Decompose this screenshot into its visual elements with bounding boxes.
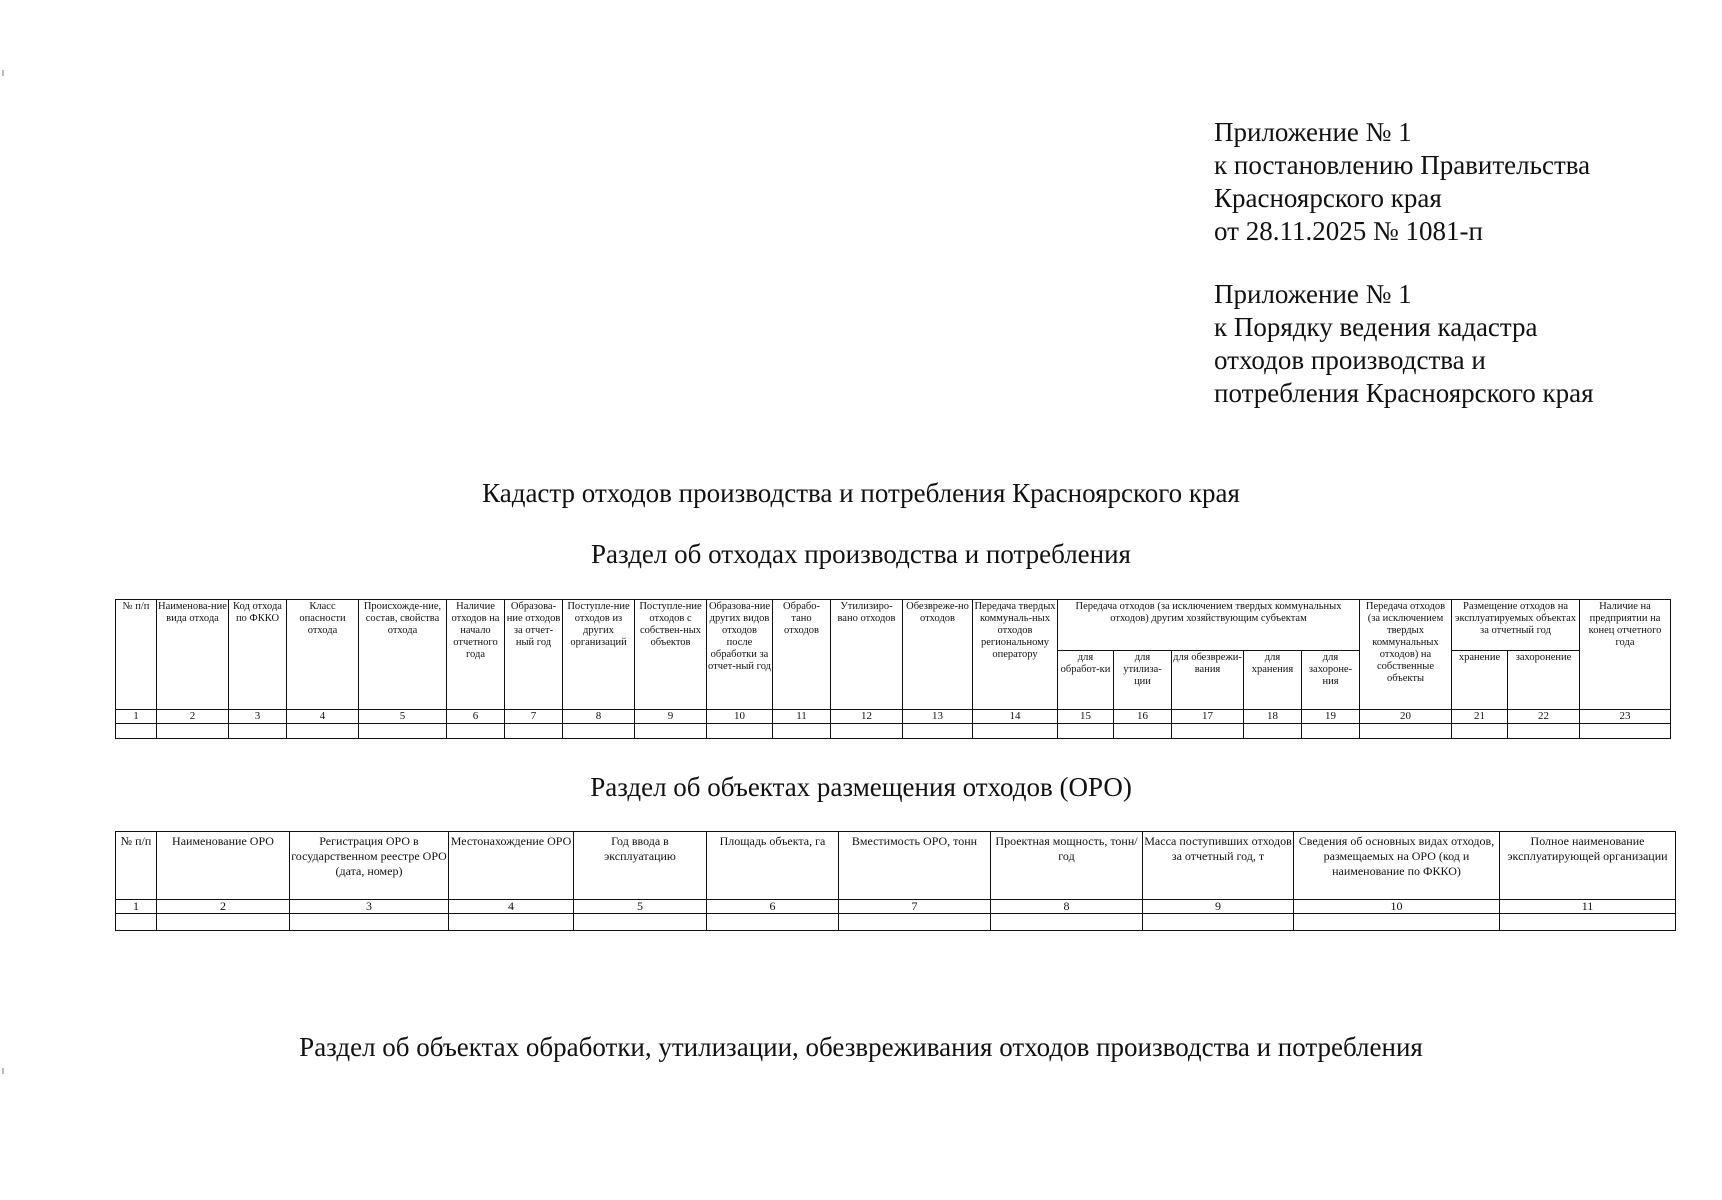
main-title: Кадастр отходов производства и потребления Красноярского края [482, 478, 1240, 508]
column-number: 18 [1244, 710, 1302, 724]
section-title-waste: Раздел об отходах производства и потребления [591, 539, 1131, 569]
column-number: 7 [505, 710, 563, 724]
header-cell: Регистрация ОРО в государственном реестре ОРО (дата, номер) [290, 832, 449, 900]
appendix-line: Приложение № 1 [1214, 279, 1412, 309]
header-cell: Год ввода в эксплуатацию [574, 832, 707, 900]
column-number: 6 [447, 710, 505, 724]
column-number: 6 [707, 900, 839, 914]
header-cell: для обработ-ки [1058, 651, 1114, 710]
header-cell: № п/п [116, 600, 157, 710]
header-cell: Образова-ние отходов за отчет-ный год [505, 600, 563, 710]
empty-row [116, 724, 1671, 739]
header-cell: для утилиза-ции [1114, 651, 1172, 710]
header-cell: Передача твердых коммуналь-ных отходов региональному оператору [973, 600, 1058, 710]
header-cell: Поступле-ние отходов из других организаций [563, 600, 635, 710]
header-cell: Обрабо-тано отходов [773, 600, 831, 710]
column-number: 13 [903, 710, 973, 724]
header-cell: Класс опасности отхода [287, 600, 359, 710]
appendix-line: Приложение № 1 [1214, 117, 1412, 147]
column-number: 2 [157, 900, 290, 914]
empty-row [116, 914, 1676, 931]
appendix-line: потребления Красноярского края [1214, 378, 1594, 408]
column-number: 2 [157, 710, 229, 724]
section-title-processing: Раздел об объектах обработки, утилизации, обезвреживания отходов производства и потребления [299, 1032, 1423, 1062]
column-number: 10 [707, 710, 773, 724]
column-number: 8 [563, 710, 635, 724]
scan-edge-mark [2, 70, 4, 76]
column-number: 1 [116, 900, 157, 914]
appendix-line: отходов производства и [1214, 345, 1486, 375]
column-number: 10 [1294, 900, 1500, 914]
header-cell: захоронение [1508, 651, 1580, 710]
column-number: 5 [574, 900, 707, 914]
column-number: 5 [359, 710, 447, 724]
column-number: 17 [1172, 710, 1244, 724]
column-number: 23 [1580, 710, 1671, 724]
header-cell: Передача отходов (за исключением твердых коммунальных отходов) на собственные объекты [1360, 600, 1452, 710]
column-number: 22 [1508, 710, 1580, 724]
header-cell: Полное наименование эксплуатирующей организации [1500, 832, 1676, 900]
column-number: 21 [1452, 710, 1508, 724]
header-cell: Местонахождение ОРО [449, 832, 574, 900]
column-number: 16 [1114, 710, 1172, 724]
header-cell: для захороне-ния [1302, 651, 1360, 710]
header-cell: Проектная мощность, тонн/год [991, 832, 1143, 900]
scan-edge-mark [2, 1068, 4, 1074]
appendix-line: к Порядку ведения кадастра [1214, 312, 1538, 342]
header-cell: Вместимость ОРО, тонн [839, 832, 991, 900]
header-cell: Наименова-ние вида отхода [157, 600, 229, 710]
header-cell: Наличие на предприятии на конец отчетного года [1580, 600, 1671, 710]
header-cell: Код отхода по ФККО [229, 600, 287, 710]
column-number: 20 [1360, 710, 1452, 724]
appendix-line: к постановлению Правительства [1214, 150, 1591, 180]
column-number: 3 [290, 900, 449, 914]
header-cell: Утилизиро-вано отходов [831, 600, 903, 710]
appendix-block [1214, 116, 1594, 410]
column-number: 7 [839, 900, 991, 914]
header-cell: Наличие отходов на начало отчетного года [447, 600, 505, 710]
header-cell: Образова-ние других видов отходов после обработки за отчет-ный год [707, 600, 773, 710]
header-cell: Наименование ОРО [157, 832, 290, 900]
oro-table [115, 831, 1676, 931]
column-number: 9 [1143, 900, 1294, 914]
waste-table [115, 599, 1671, 739]
header-cell: Поступле-ние отходов с собствен-ных объектов [635, 600, 707, 710]
column-number: 3 [229, 710, 287, 724]
header-cell: Происхожде-ние, состав, свойства отхода [359, 600, 447, 710]
column-number: 8 [991, 900, 1143, 914]
column-number: 4 [287, 710, 359, 724]
column-number: 19 [1302, 710, 1360, 724]
column-number: 15 [1058, 710, 1114, 724]
header-cell: для хранения [1244, 651, 1302, 710]
column-number: 4 [449, 900, 574, 914]
column-number: 12 [831, 710, 903, 724]
column-number: 11 [773, 710, 831, 724]
section-title-oro: Раздел об объектах размещения отходов (ОРО) [590, 772, 1132, 802]
header-cell: Обезвреже-но отходов [903, 600, 973, 710]
header-cell: Масса поступивших отходов за отчетный год, т [1143, 832, 1294, 900]
appendix-line: Красноярского края [1214, 183, 1442, 213]
header-group-cell: Размещение отходов на эксплуатируемых объектах за отчетный год [1452, 600, 1580, 651]
column-number: 1 [116, 710, 157, 724]
column-number: 11 [1500, 900, 1676, 914]
column-number: 9 [635, 710, 707, 724]
header-cell: № п/п [116, 832, 157, 900]
header-group-cell: Передача отходов (за исключением твердых коммунальных отходов) другим хозяйствующим субъектам [1058, 600, 1360, 651]
header-cell: Сведения об основных видах отходов, размещаемых на ОРО (код и наименование по ФККО) [1294, 832, 1500, 900]
header-cell: хранение [1452, 651, 1508, 710]
column-number: 14 [973, 710, 1058, 724]
header-cell: для обезврежи-вания [1172, 651, 1244, 710]
header-cell: Площадь объекта, га [707, 832, 839, 900]
appendix-line: от 28.11.2025 № 1081-п [1214, 216, 1483, 246]
